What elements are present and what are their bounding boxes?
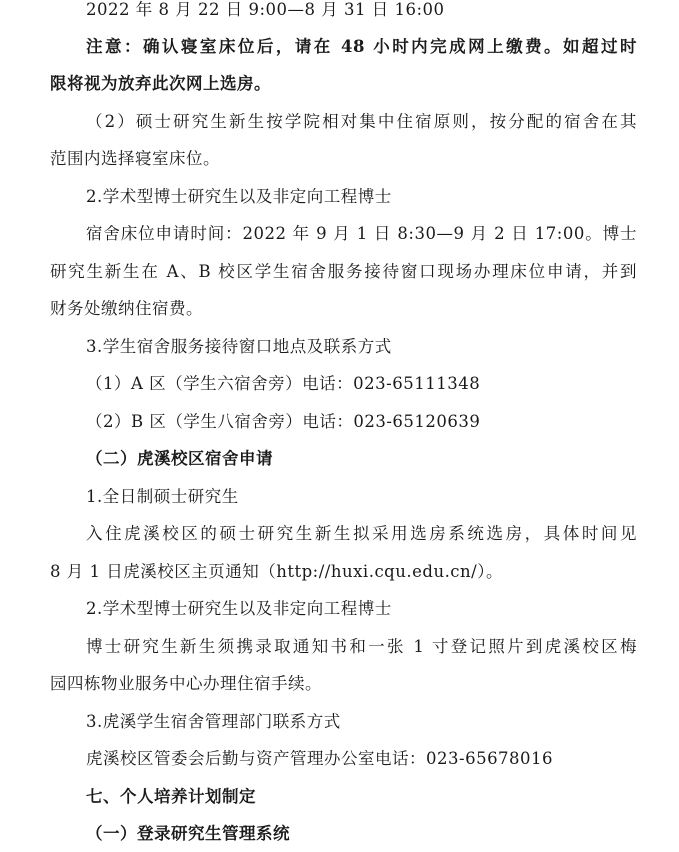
- subsection-heading: （二）虎溪校区宿舍申请: [86, 449, 273, 468]
- paragraph-line: 范围内选择寝室床位。: [50, 149, 220, 168]
- contact-line: 虎溪校区管委会后勤与资产管理办公室电话：023-65678016: [86, 749, 554, 768]
- paragraph-line: 博士研究生新生须携录取通知书和一张 1 寸登记照片到虎溪校区梅: [86, 637, 637, 656]
- contact-line: （2）B 区（学生八宿舍旁）电话：023-65120639: [86, 412, 481, 431]
- section-heading: 3.虎溪学生宿舍管理部门联系方式: [86, 712, 341, 731]
- paragraph-line: 8 月 1 日虎溪校区主页通知（http://huxi.cqu.edu.cn/）。: [50, 562, 503, 581]
- paragraph-line: 入住虎溪校区的硕士研究生新生拟采用选房系统选房，具体时间见: [86, 524, 637, 543]
- section-heading: 3.学生宿舍服务接待窗口地点及联系方式: [86, 337, 392, 356]
- paragraph-line: 宿舍床位申请时间：2022 年 9 月 1 日 8:30—9 月 2 日 17:00。博士: [86, 224, 637, 243]
- section-heading: 2.学术型博士研究生以及非定向工程博士: [86, 599, 392, 618]
- section-heading: 1.全日制硕士研究生: [86, 487, 239, 506]
- notice-line-2: 限将视为放弃此次网上选房。: [50, 74, 271, 93]
- paragraph-line: 研究生新生在 A、B 校区学生宿舍服务接待窗口现场办理床位申请，并到: [50, 262, 637, 281]
- chapter-heading: 七、个人培养计划制定: [86, 787, 256, 806]
- contact-line: （1）A 区（学生六宿舍旁）电话：023-65111348: [86, 374, 481, 393]
- paragraph-line: 园四栋物业服务中心办理住宿手续。: [50, 674, 322, 693]
- paragraph-line: （2）硕士研究生新生按学院相对集中住宿原则，按分配的宿舍在其: [86, 112, 637, 131]
- notice-line-1: 注意：确认寝室床位后，请在 48 小时内完成网上缴费。如超过时: [86, 37, 637, 56]
- paragraph-line: 财务处缴纳住宿费。: [50, 299, 203, 318]
- section-heading: 2.学术型博士研究生以及非定向工程博士: [86, 187, 392, 206]
- subsection-heading: （一）登录研究生管理系统: [86, 824, 290, 843]
- time-range-line: 2022 年 8 月 22 日 9:00—8 月 31 日 16:00: [86, 0, 445, 19]
